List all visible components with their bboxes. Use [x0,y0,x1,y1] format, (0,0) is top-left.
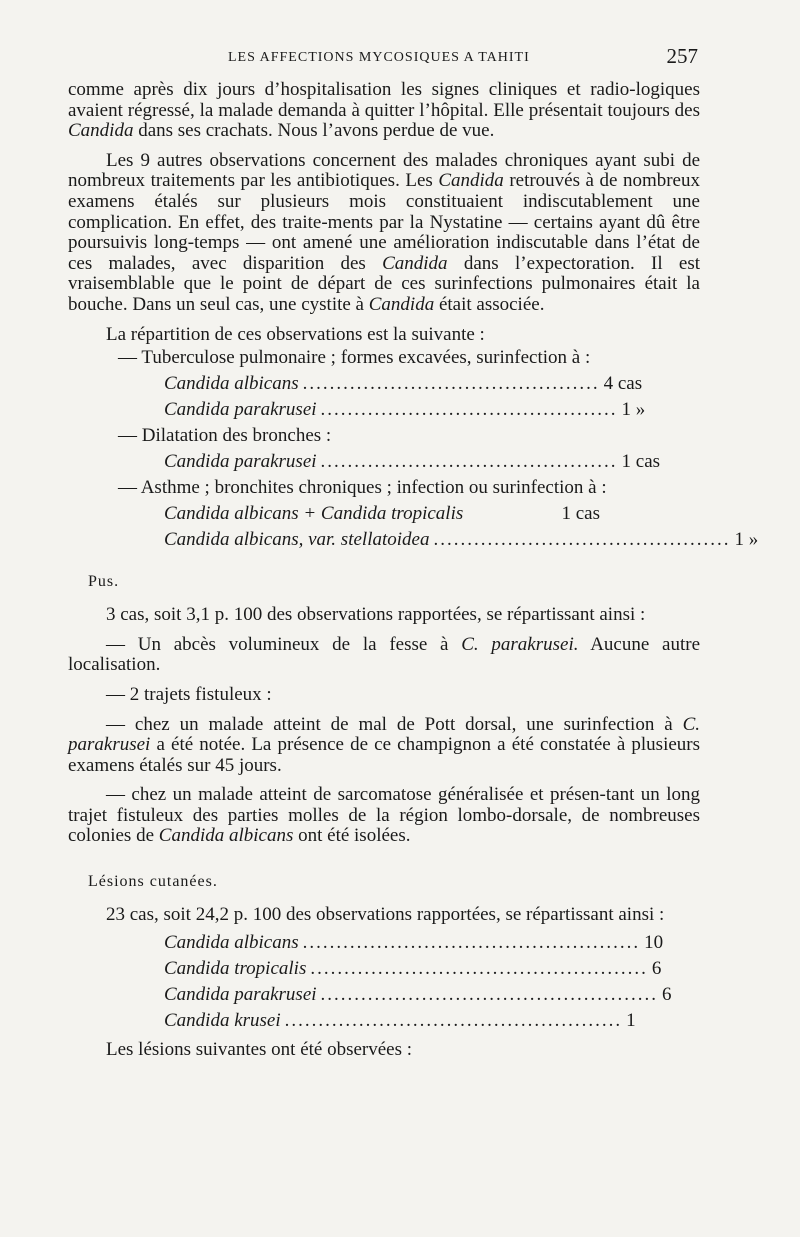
paragraph-3: La répartition de ces observations est la suivante : [106,323,485,345]
lesions-list [68,930,700,1034]
group-asthme [68,475,759,553]
pus-intro: 3 cas, soit 3,1 p. 100 des observations rapportées, se répartissant ainsi : [106,604,646,626]
lesions-closing: Les lésions suivantes ont été observées : [106,1038,413,1060]
list-item: Candida albicans, var. stellatoidea ............................................ 1 » [164,529,759,551]
group-title: — Dilatation des bronches : [118,425,332,447]
paragraph-1: comme après dix jours d’hospitalisation les signes cliniques et radio-logiques avaient régressé, la malade demanda à quitter l’hôpital. Elle présentait toujours des Candida dans ses crachats. Nous l’avons perdue de vue. [68,79,700,142]
page-header [70,44,700,72]
paragraph-2: Les 9 autres observations concernent des malades chroniques ayant subi de nombreux traitements par les antibiotiques. Les Candida retrouvés à de nombreux examens étalés sur plusieurs mois constituaient indiscutablement une complication. En effet, des traite-ments par la Nystatine — certains ayant dû être poursuivis long-temps — ont amené une amélioration indiscutable dans l’état de ces malades, avec disparition des Candida dans l’expectoration. Il est vraisemblable que le point de départ de ces surinfections pulmonaires était la bouche. Dans un seul cas, une cystite à Candida était associée. [68,149,701,315]
pus-item-1: — Un abcès volumineux de la fesse à C. parakrusei. Aucune autre localisation. [68,633,700,676]
list-item: Candida albicans + Candida tropicalis 1 cas [164,503,600,525]
list-item: Candida tropicalis .................................................. 6 [164,957,662,979]
list-item: Candida albicans .................................................. 10 [164,931,664,953]
pus-item-4: — chez un malade atteint de sarcomatose généralisée et présen-tant un long trajet fistuleux des parties molles de la région lombo-dorsale, de nombreuses colonies de Candida albicans ont été isolées. [68,784,700,847]
section-heading-pus: Pus. [88,573,120,591]
lesions-intro: 23 cas, soit 24,2 p. 100 des observations rapportées, se répartissant ainsi : [106,904,665,926]
group-title: — Tuberculose pulmonaire ; formes excavées, surinfection à : [118,347,591,369]
running-title: LES AFFECTIONS MYCOSIQUES A TAHITI [228,50,530,65]
list-item: Candida parakrusei ............................................ 1 » [164,399,646,421]
list-item: Candida parakrusei .................................................. 6 [164,983,672,1005]
list-item: Candida parakrusei ............................................ 1 cas [164,451,661,473]
group-dilatation [68,423,700,475]
pus-item-3: — chez un malade atteint de mal de Pott dorsal, une surinfection à C. parakrusei a été notée. La présence de ce champignon a été constatée à plusieurs examens étalés sur 45 jours. [68,713,701,776]
list-item: Candida albicans ............................................ 4 cas [164,373,643,395]
group-tuberculose [68,345,700,423]
section-heading-lesions: Lésions cutanées. [88,873,218,891]
list-item: Candida krusei .................................................. 1 [164,1009,636,1031]
group-title: — Asthme ; bronchites chroniques ; infection ou surinfection à : [118,477,607,499]
pus-item-2: — 2 trajets fistuleux : [106,683,272,705]
page-number: 257 [666,44,698,68]
page-body [68,79,759,1060]
